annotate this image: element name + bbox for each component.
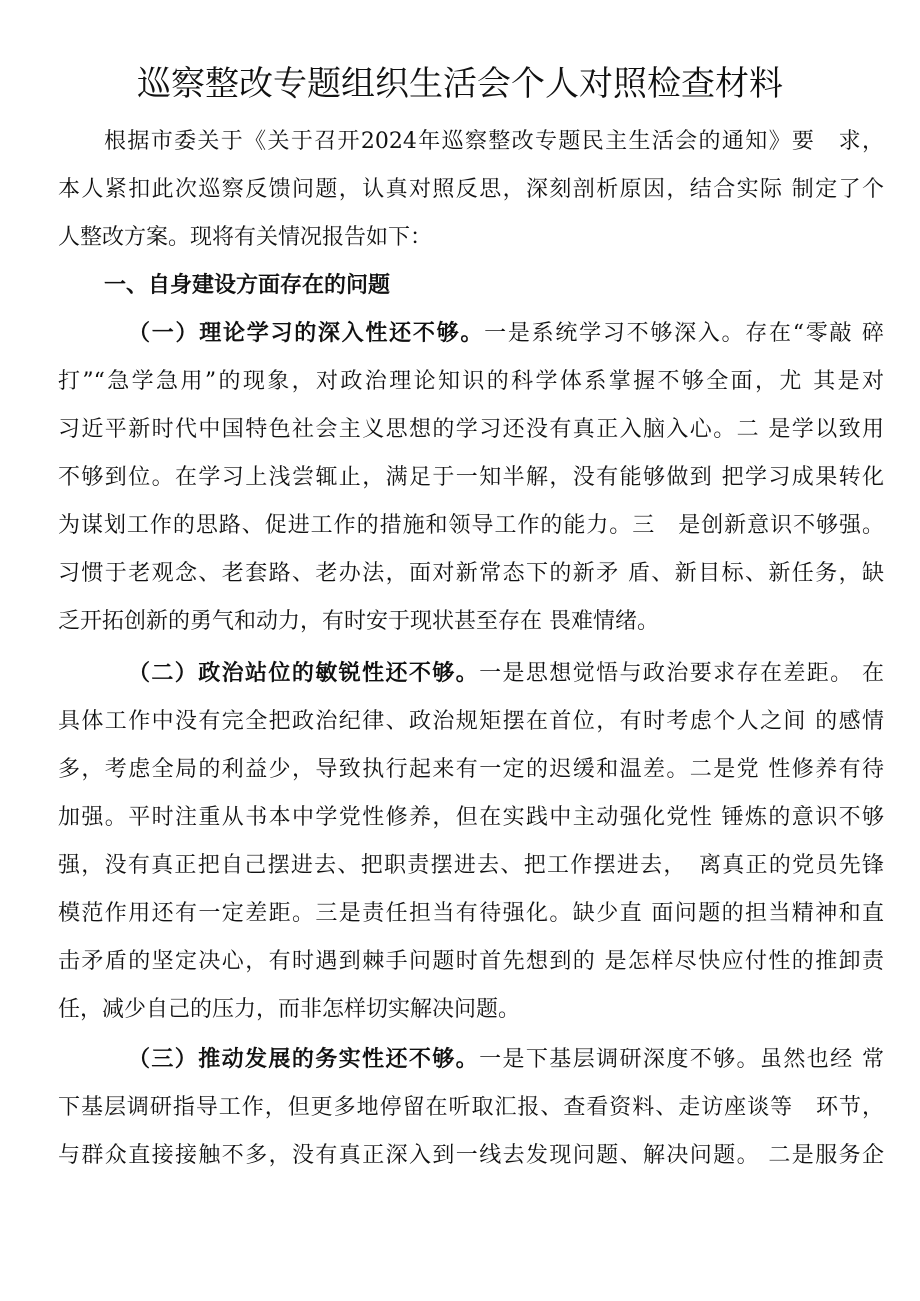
item1-line-3: 习近平新时代中国特色社会主义思想的学习还没有真正入脑入心。二 是学以致用 [58,417,884,442]
item3-heading: （三）推动发展的务实性还不够。 [128,1047,480,1072]
item2-line-2: 具体工作中没有完全把政治纪律、政治规矩摆在首位，有时考虑个人之间 的感情 [58,709,884,734]
intro-line-3: 人整改方案。现将有关情况报告如下： [58,225,433,250]
intro-line-1: 根据市委关于《关于召开2024年巡察整改专题民主生活会的通知》要 求， [104,129,884,154]
item1-heading: （一）理论学习的深入性还不够。 [128,321,485,346]
item1-line-5: 为谋划工作的思路、促进工作的措施和领导工作的能力。三 是创新意识不够强。 [58,513,884,538]
item2-line-7: 击矛盾的坚定决心，有时遇到棘手问题时首先想到的 是怎样尽快应付性的推卸责 [58,949,884,974]
item1-line-2: 打”“急学急用”的现象，对政治理论知识的科学体系掌握不够全面，尤 其是对 [58,369,884,394]
intro-line-2: 本人紧扣此次巡察反馈问题，认真对照反思，深刻剖析原因，结合实际 制定了个 [58,177,884,202]
item2-line-4: 加强。平时注重从书本中学党性修养，但在实践中主动强化党性 锤炼的意识不够 [58,805,884,830]
document-title: 巡察整改专题组织生活会个人对照检查材料 [137,64,783,104]
item2-line-1 [128,650,884,698]
item1-line-7: 乏开拓创新的勇气和动力，有时安于现状甚至存在 畏难情绪。 [58,609,659,634]
item1-line-1-text: 一是系统学习不够深入。存在“零敲 碎 [484,321,884,346]
item2-line-3: 多，考虑全局的利益少，导致执行起来有一定的迟缓和温差。二是党 性修养有待 [58,757,884,782]
item3-line-2: 下基层调研指导工作，但更多地停留在听取汇报、查看资料、走访座谈等 环节， [58,1095,884,1120]
item2-line-5: 强，没有真正把自己摆进去、把职责摆进去、把工作摆进去， 离真正的党员先锋 [58,853,884,878]
item2-heading: （二）政治站位的敏锐性还不够。 [128,661,480,686]
item3-line-3: 与群众直接接触不多，没有真正深入到一线去发现问题、解决问题。 二是服务企 [58,1143,884,1168]
item1-line-6: 习惯于老观念、老套路、老办法，面对新常态下的新矛 盾、新目标、新任务，缺 [58,561,884,586]
item2-line-1-text: 一是思想觉悟与政治要求存在差距。 在 [479,661,884,686]
item3-line-1-text: 一是下基层调研深度不够。虽然也经 常 [479,1047,884,1072]
item1-line-1 [128,310,884,358]
item2-line-8: 任，减少自己的压力，而非怎样切实解决问题。 [58,997,521,1022]
item2-line-6: 模范作用还有一定差距。三是责任担当有待强化。缺少直 面问题的担当精神和直 [58,901,884,926]
item3-line-1 [128,1036,884,1084]
section-heading-1: 一、自身建设方面存在的问题 [104,273,391,298]
item1-line-4: 不够到位。在学习上浅尝辄止，满足于一知半解，没有能够做到 把学习成果转化 [58,465,884,490]
